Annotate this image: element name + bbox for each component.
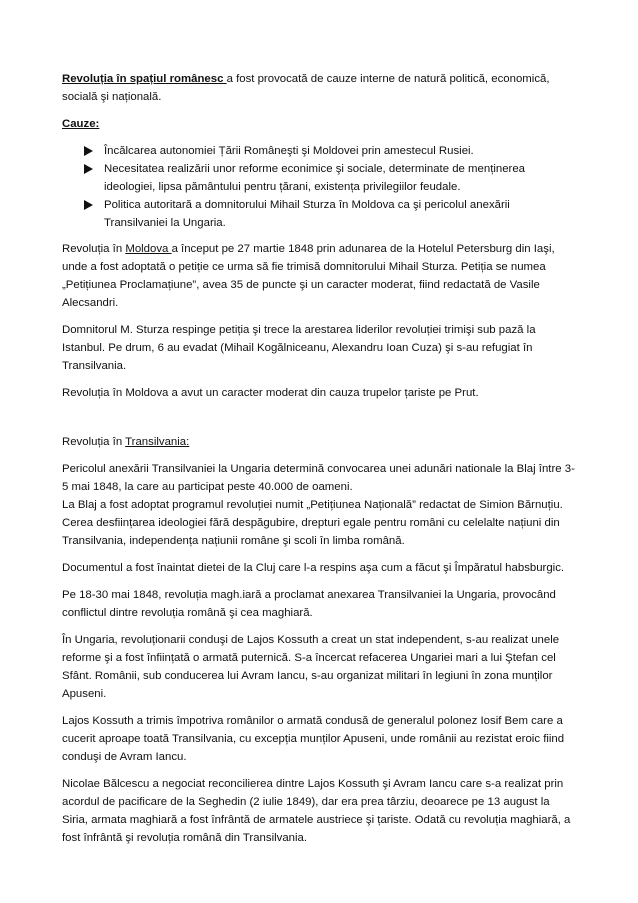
intro-paragraph bbox=[62, 70, 576, 106]
transilvania-paragraph-7: Nicolae Bălcescu a negociat reconcilierea dintre Lajos Kossuth şi Avram Iancu care s-a realizat prin acordul de pacificare de la Seghedin (2 iulie 1849), dar era prea târziu, deoarece pe 13 august la Siria, armata maghiară a fost înfrântă de armatele austriece şi țariste. Odată cu revoluția maghiară, a fost înfrântă şi revoluția română din Transilvania. bbox=[62, 778, 571, 844]
list-item: Necesitatea realizării unor reforme econimice şi sociale, determinate de menținerea ideologiei, lipsa pământului pentru țărani, existența privilegiilor feudale. bbox=[84, 160, 576, 196]
moldova-link: Moldova bbox=[125, 243, 172, 255]
moldova-paragraph-3: Revoluția în Moldova a avut un caracter moderat din cauza trupelor țariste pe Prut. bbox=[62, 387, 479, 399]
causes-list bbox=[62, 142, 576, 232]
list-item: Politica autoritară a domnitorului Mihail Sturza în Moldova ca şi pericolul anexării Transilvaniei la Ungaria. bbox=[84, 196, 576, 232]
transilvania-paragraph-1: Pericolul anexării Transilvaniei la Ungaria determină convocarea unei adunări nationale la Blaj între 3-5 mai 1848, la care au participat peste 40.000 de oameni. bbox=[62, 463, 575, 493]
intro-text: a fost provocată de cauze interne de natură politică, economică, socială şi națională. bbox=[62, 73, 550, 103]
transilvania-paragraph-3: Documentul a fost înaintat dietei de la Cluj care l-a respins aşa cum a făcut şi Împăratul habsburgic. bbox=[62, 562, 565, 574]
arrow-bullet-icon bbox=[84, 164, 93, 174]
transilvania-paragraph-4: Pe 18-30 mai 1848, revoluția magh.iară a proclamat anexarea Transilvaniei la Ungaria, provocând conflictul dintre revoluția română şi cea maghiară. bbox=[62, 589, 556, 619]
transilvania-heading: Revoluția în Transilvania: bbox=[62, 436, 190, 448]
list-item: Încălcarea autonomiei Țării Româneşti şi Moldovei prin amestecul Rusiei. bbox=[84, 142, 576, 160]
arrow-bullet-icon bbox=[84, 200, 93, 210]
moldova-paragraph-1: Revoluția în Moldova a început pe 27 martie 1848 prin adunarea de la Hotelul Petersburg din Iaşi, unde a fost adoptată o petiție ce urma să fie trimisă domnitorului Mihail Sturza. Petiția se numea „Petițiunea Proclamațiune”, avea 35 de puncte şi un caracter moderat, fiind redactată de Vasile Alecsandri. bbox=[62, 243, 555, 309]
transilvania-paragraph-6: Lajos Kossuth a trimis împotriva românilor o armată condusă de generalul polonez Iosif Bem care a cucerit aproape toată Transilvania, cu excepția munților Apuseni, unde românii au rezistat eroic fiind conduşi de Avram Iancu. bbox=[62, 715, 565, 763]
arrow-bullet-icon bbox=[84, 146, 93, 156]
transilvania-paragraph-2: La Blaj a fost adoptat programul revoluției numit „Petițiunea Națională” redactat de Simion Bărnuțiu. Cerea desființarea ideologiei fără despăgubire, drepturi egale pentru români cu celelalte națiuni din Transilvania, independența națiunii române şi scoli în limba română. bbox=[62, 499, 563, 547]
causes-heading: Cauze: bbox=[62, 118, 100, 130]
transilvania-paragraph-5: În Ungaria, revoluționarii conduşi de Lajos Kossuth a creat un stat independent, s-au realizat unele reforme şi a fost înființată o armată puternică. S-a încercat refacerea Ungariei mari a lui Ştefan cel Sfânt. Românii, sub conducerea lui Avram Iancu, s-au organizat militari în legiuni în zona munților Apuseni. bbox=[62, 634, 560, 700]
intro-title: Revoluția în spațiul românesc bbox=[62, 73, 227, 85]
moldova-paragraph-2: Domnitorul M. Sturza respinge petiția şi trece la arestarea liderilor revoluției trimişi sub pază la Istanbul. Pe drum, 6 au evadat (Mihail Kogălniceanu, Alexandru Ioan Cuza) şi s-au refugiat în Transilvania. bbox=[62, 324, 536, 372]
transilvania-link: Transilvania: bbox=[125, 436, 190, 448]
section-gap bbox=[62, 411, 576, 433]
